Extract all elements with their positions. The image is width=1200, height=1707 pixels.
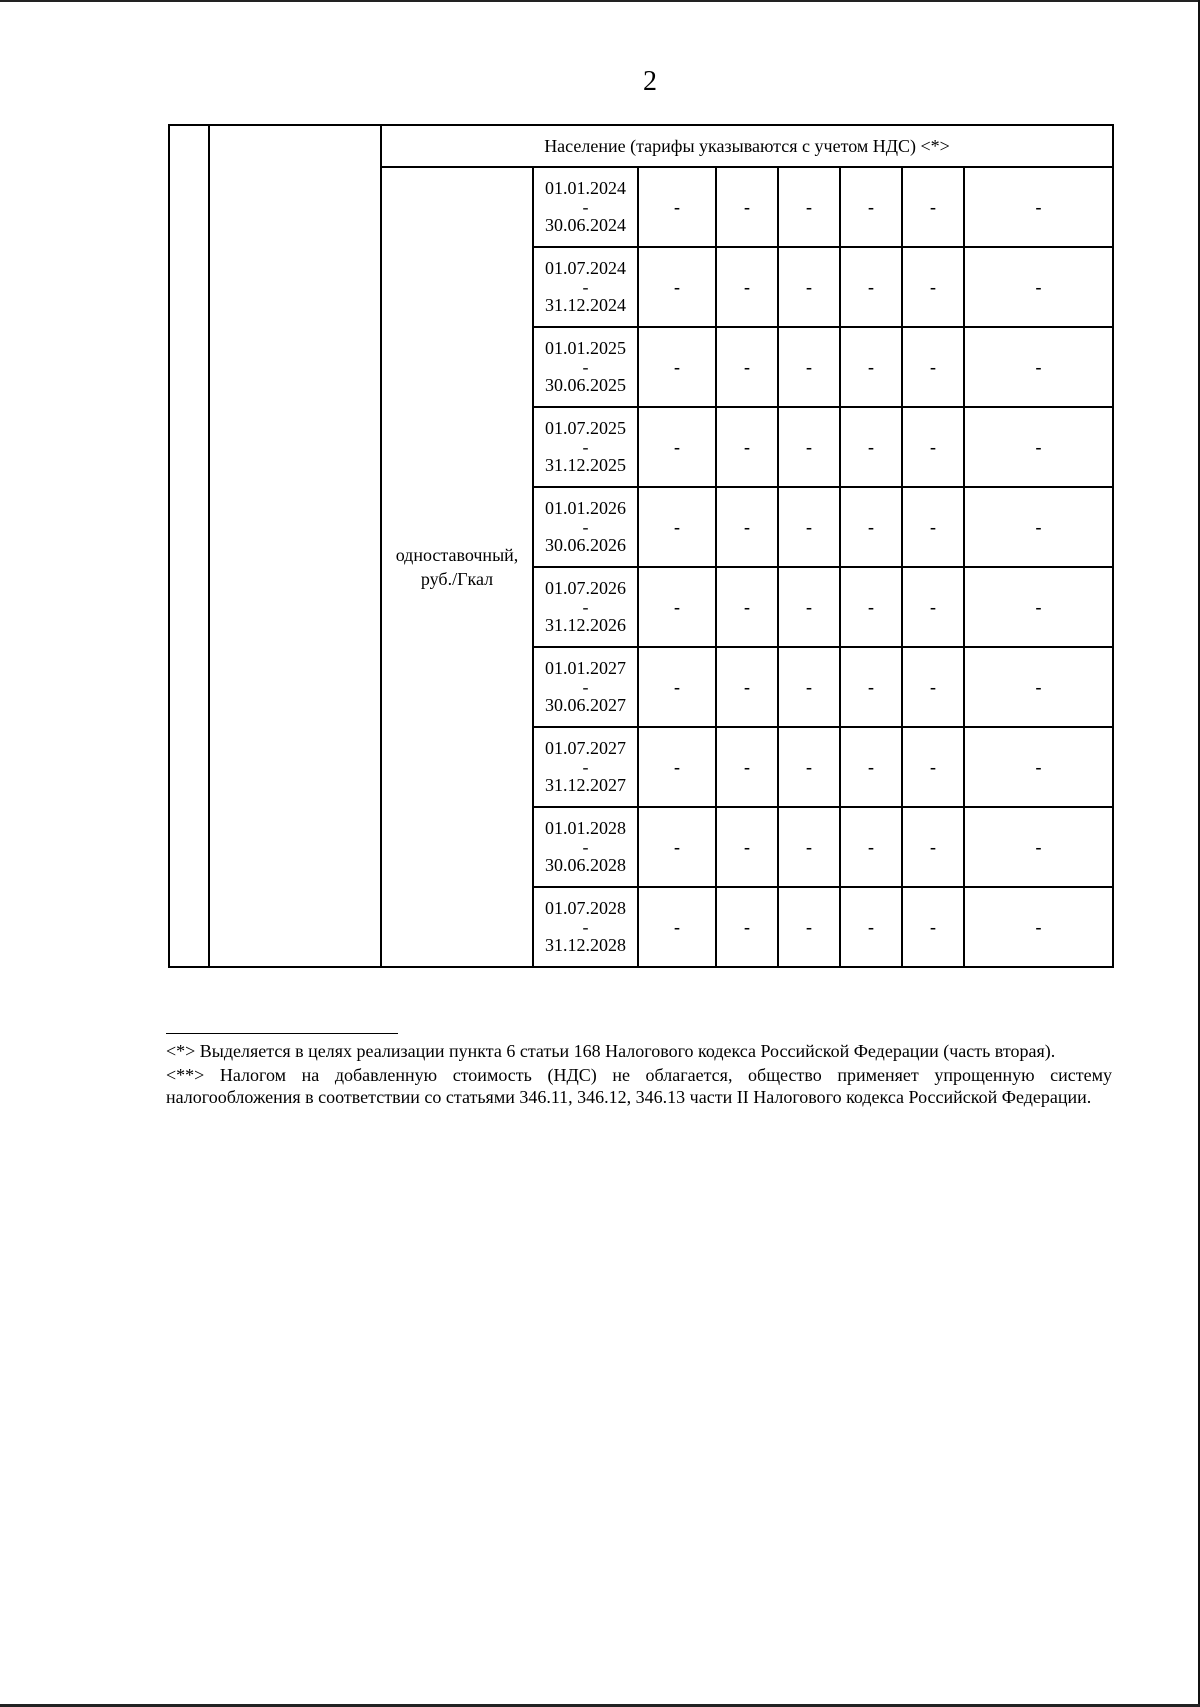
tariff-type-line2: руб./Гкал [420,569,494,589]
tariff-value-cell: - [778,727,840,807]
subheader-population: Население (тарифы указываются с учетом НДС) <*> [381,125,1113,167]
tariff-type-cell [381,167,533,967]
tariff-value-cell: - [716,647,778,727]
period-separator: - [582,757,589,777]
tariff-type-line1: одноставочный, [395,545,519,565]
footnotes [166,1040,1112,1110]
period-start: 01.07.2024 [545,258,626,278]
tariff-value-cell: - [902,727,964,807]
period-separator: - [582,677,589,697]
period-separator: - [582,597,589,617]
period-start: 01.01.2027 [545,658,626,678]
tariff-value-cell: - [638,887,716,967]
period-cell [533,327,638,407]
footnote-divider [166,1033,398,1034]
period-end: 31.12.2025 [545,455,626,475]
period-separator: - [582,197,589,217]
page-number: 2 [643,66,657,97]
period-separator: - [582,837,589,857]
period-start: 01.07.2028 [545,898,626,918]
period-separator: - [582,917,589,937]
tariff-value-cell: - [964,327,1113,407]
period-cell [533,407,638,487]
tariff-table [168,124,1114,968]
period-end: 30.06.2027 [545,695,626,715]
tariff-value-cell: - [964,807,1113,887]
period-cell [533,727,638,807]
tariff-value-cell: - [902,407,964,487]
tariff-value-cell: - [964,407,1113,487]
period-separator: - [582,357,589,377]
tariff-value-cell: - [778,807,840,887]
period-start: 01.07.2026 [545,578,626,598]
tariff-value-cell: - [638,727,716,807]
tariff-value-cell: - [840,807,902,887]
period-separator: - [582,517,589,537]
period-cell [533,887,638,967]
tariff-value-cell: - [778,887,840,967]
tariff-value-cell: - [840,727,902,807]
tariff-value-cell: - [964,567,1113,647]
tariff-value-cell: - [964,487,1113,567]
tariff-value-cell: - [902,647,964,727]
tariff-value-cell: - [778,487,840,567]
tariff-value-cell: - [964,167,1113,247]
tariff-value-cell: - [716,887,778,967]
tariff-value-cell: - [840,647,902,727]
tariff-value-cell: - [716,327,778,407]
tariff-value-cell: - [716,727,778,807]
tariff-value-cell: - [716,807,778,887]
tariff-value-cell: - [638,487,716,567]
tariff-value-cell: - [902,807,964,887]
period-cell [533,647,638,727]
tariff-value-cell: - [840,407,902,487]
period-start: 01.01.2026 [545,498,626,518]
period-separator: - [582,277,589,297]
period-cell [533,567,638,647]
tariff-value-cell: - [778,247,840,327]
tariff-value-cell: - [902,247,964,327]
period-cell [533,247,638,327]
period-separator: - [582,437,589,457]
tariff-value-cell: - [778,407,840,487]
tariff-value-cell: - [840,887,902,967]
tariff-value-cell: - [778,647,840,727]
period-end: 30.06.2024 [545,215,626,235]
tariff-value-cell: - [638,247,716,327]
tariff-value-cell: - [840,567,902,647]
tariff-value-cell: - [902,327,964,407]
footnote-2: <**> Налогом на добавленную стоимость (НДС) не облагается, общество применяет упрощенную систему налогообложения в соответствии со статьями 346.11, 346.12, 346.13 части II Налогового кодекса Российской Федерации. [166,1065,1112,1107]
tariff-value-cell: - [902,167,964,247]
tariff-value-cell: - [638,327,716,407]
period-cell [533,167,638,247]
subheader-row [169,125,1113,167]
tariff-value-cell: - [638,807,716,887]
tariff-value-cell: - [840,167,902,247]
period-end: 31.12.2027 [545,775,626,795]
tariff-value-cell: - [902,887,964,967]
blank-cell-number [169,125,209,967]
period-end: 30.06.2026 [545,535,626,555]
tariff-value-cell: - [964,647,1113,727]
tariff-value-cell: - [638,567,716,647]
tariff-value-cell: - [964,247,1113,327]
footnote-1: <*> Выделяется в целях реализации пункта 6 статьи 168 Налогового кодекса Российской Федерации (часть вторая). [166,1041,1056,1061]
tariff-value-cell: - [638,167,716,247]
tariff-value-cell: - [638,647,716,727]
tariff-value-cell: - [778,167,840,247]
tariff-value-cell: - [902,567,964,647]
tariff-value-cell: - [778,327,840,407]
period-start: 01.01.2024 [545,178,626,198]
period-end: 30.06.2025 [545,375,626,395]
tariff-value-cell: - [778,567,840,647]
period-cell [533,807,638,887]
tariff-value-cell: - [902,487,964,567]
period-end: 31.12.2026 [545,615,626,635]
tariff-value-cell: - [638,407,716,487]
period-end: 31.12.2024 [545,295,626,315]
tariff-value-cell: - [964,727,1113,807]
tariff-value-cell: - [716,247,778,327]
tariff-value-cell: - [716,487,778,567]
tariff-table-body [169,125,1113,967]
period-end: 30.06.2028 [545,855,626,875]
period-end: 31.12.2028 [545,935,626,955]
tariff-value-cell: - [716,567,778,647]
scan-edge-top [0,0,1200,2]
period-start: 01.01.2025 [545,338,626,358]
tariff-value-cell: - [840,247,902,327]
tariff-value-cell: - [716,167,778,247]
tariff-value-cell: - [716,407,778,487]
period-start: 01.07.2025 [545,418,626,438]
period-cell [533,487,638,567]
tariff-value-cell: - [840,327,902,407]
tariff-value-cell: - [964,887,1113,967]
blank-cell-name [209,125,381,967]
period-start: 01.07.2027 [545,738,626,758]
tariff-value-cell: - [840,487,902,567]
period-start: 01.01.2028 [545,818,626,838]
